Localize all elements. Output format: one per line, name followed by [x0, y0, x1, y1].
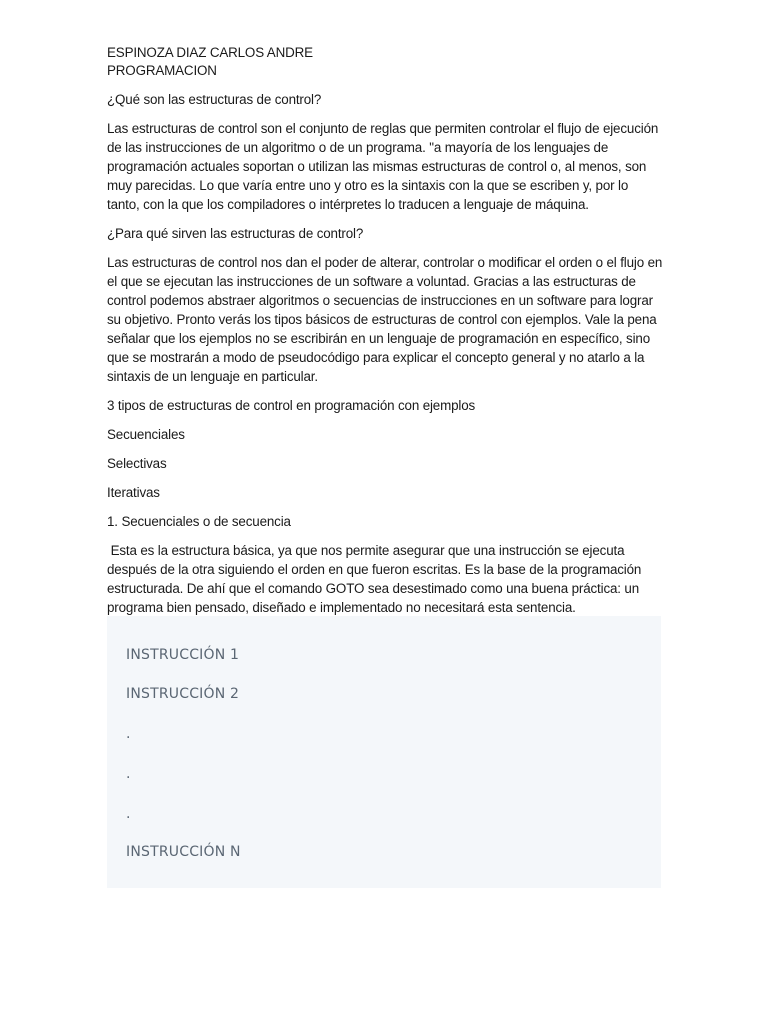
types-heading: 3 tipos de estructuras de control en programación con ejemplos: [107, 398, 476, 413]
question-what-are-control-structures: ¿Qué son las estructuras de control?: [107, 92, 322, 107]
answer-what-are-they-for: Las estructuras de control nos dan el poder de alterar, controlar o modificar el orden o el flujo en el que se ejecutan las instrucciones de un software a voluntad. Gracias a las estructuras de control podemos abstraer algoritmos o secuencias de instrucciones en un software para lograr su objetivo. Pronto verás los tipos básicos de estructuras de control con ejemplos. Vale la pena señalar que los ejemplos no se escribirán en un lenguaje de programación en específico, sino que se mostrarán a modo de pseudocódigo para explicar el concepto general y no atarlo a la sintaxis de un lenguaje en particular.: [107, 255, 663, 384]
document-body: [107, 44, 663, 617]
pseudocode-ellipsis-dot: .: [126, 766, 131, 782]
pseudocode-line: INSTRUCCIÓN N: [126, 844, 241, 860]
pseudocode-line: INSTRUCCIÓN 2: [126, 686, 240, 702]
section-1-text: Esta es la estructura básica, ya que nos permite asegurar que una instrucción se ejecuta después de la otra siguiendo el orden en que fueron escritas. Es la base de la programación estructurada. De ahí que el comando GOTO sea desestimado como una buena práctica: un programa bien pensado, diseñado e implementado no necesitará esta sentencia.: [107, 543, 645, 615]
pseudocode-line: INSTRUCCIÓN 1: [126, 647, 240, 663]
type-item-sequential: Secuenciales: [107, 427, 185, 442]
question-what-are-they-for: ¿Para qué sirven las estructuras de control?: [107, 226, 364, 241]
type-item-selective: Selectivas: [107, 456, 167, 471]
subject-name: PROGRAMACION: [107, 63, 217, 78]
pseudocode-ellipsis-dot: .: [126, 726, 131, 742]
answer-what-are-control-structures: Las estructuras de control son el conjunto de reglas que permiten controlar el flujo de ejecución de las instrucciones de un algoritmo o de un programa. "a mayoría de los lenguajes de programación actuales soportan o utilizan las mismas estructuras de control o, al menos, son muy parecidas. Lo que varía entre uno y otro es la sintaxis con la que se escriben y, por lo tanto, con la que los compiladores o intérpretes lo traducen a lenguaje de máquina.: [107, 121, 659, 212]
author-name: ESPINOZA DIAZ CARLOS ANDRE: [107, 45, 313, 60]
type-item-iterative: Iterativas: [107, 485, 160, 500]
section-1-heading: 1. Secuenciales o de secuencia: [107, 514, 291, 529]
pseudocode-example-box: [107, 616, 661, 888]
pseudocode-ellipsis-dot: .: [126, 806, 131, 822]
